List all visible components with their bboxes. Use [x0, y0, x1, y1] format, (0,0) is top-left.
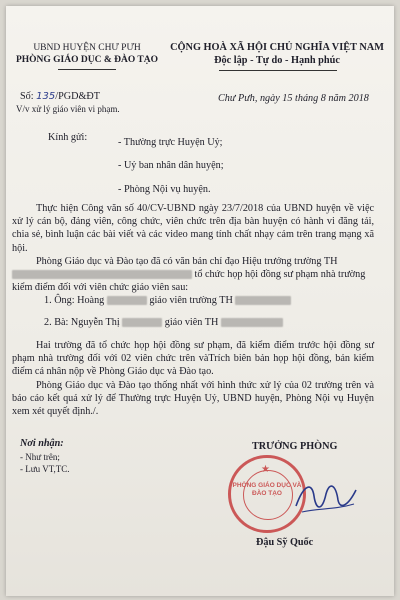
para2-part-b: tổ chức họp hội đồng sư phạm nhà trường — [194, 269, 366, 280]
redacted-name-1 — [107, 296, 147, 305]
redacted-name-2 — [122, 318, 162, 327]
para2-part-a: Phòng Giáo dục và Đào tạo đã có văn bản chỉ đạo Hiệu trưởng trường TH — [36, 256, 338, 267]
greeting: Kính gửi: — [48, 132, 88, 143]
footer-recipient: - Như trên; — [20, 452, 60, 462]
para2-line2 — [12, 268, 365, 281]
document-page — [6, 6, 394, 596]
stamp-star-icon: ★ — [261, 464, 270, 475]
body-paragraph-4: Phòng Giáo dục và Đào tạo thống nhất với hình thức xử lý của 02 trường trên và báo cáo kết quả xử lý để Thường trực Huyện Uỷ, UBND huyện, Phòng Nội vụ Huyện xem xét quyết định./. — [12, 380, 374, 418]
body-paragraph-3: Hai trường đã tổ chức họp hội đồng sư phạm, đã kiểm điểm trước hội đồng sư phạm nhà trường đối với 02 viên chức trên vàTrích biên bản họp hội đồng, bản kiểm điểm cá nhân nộp về Phòng Giáo dục và Đào tạo. — [12, 340, 374, 378]
redacted-school-1 — [235, 296, 291, 305]
violator-item-1 — [44, 294, 291, 307]
para2-part-c: kiểm điểm đối với viên chức giáo viên sau: — [12, 282, 189, 293]
signer-title: TRƯỞNG PHÒNG — [252, 441, 338, 452]
footer-recipients-label: Nơi nhận: — [20, 438, 64, 449]
national-title: CỘNG HOÀ XÃ HỘI CHỦ NGHĨA VIỆT NAM — [170, 42, 384, 53]
footer-recipient: - Lưu VT,TC. — [20, 464, 70, 474]
doc-date: Chư Pưh, ngày 15 tháng 8 năm 2018 — [218, 93, 369, 104]
redacted-school — [12, 270, 192, 279]
doc-number-suffix: /PGD&ĐT — [55, 91, 100, 102]
redacted-school-2 — [221, 318, 283, 327]
issuer-line1: UBND HUYỆN CHƯ PƯH — [33, 43, 141, 53]
motto: Độc lập - Tự do - Hạnh phúc — [214, 55, 340, 66]
violator-item-2 — [44, 316, 283, 329]
issuer-block — [12, 42, 162, 66]
doc-subject: V/v xử lý giáo viên vi phạm. — [16, 104, 120, 114]
recipient-item: - Uỷ ban nhân dân huyện; — [118, 160, 224, 171]
doc-number-handwritten: 135 — [36, 91, 56, 102]
stamp-text: PHÒNG GIÁO DỤC VÀ ĐÀO TẠO — [232, 482, 302, 497]
handwritten-signature — [292, 476, 362, 520]
body-paragraph-2 — [12, 255, 374, 268]
item1-mid: giáo viên trường TH — [149, 295, 233, 306]
recipient-item: - Thường trực Huyện Uỷ; — [118, 137, 223, 148]
signer-name: Đậu Sỹ Quốc — [256, 537, 314, 548]
body-paragraph-1: Thực hiện Công văn số 40/CV-UBND ngày 23/7/2018 của UBND huyện về việc xử lý cán bộ, đảng viên, công chức, viên chức trên địa bàn huyện có hành vi đăng tải, chia sẻ, bình luận các bài viết và các video mang tính chất nhạy cảm trên trang mạng xã hội. — [12, 203, 374, 254]
item2-mid: giáo viên TH — [164, 317, 219, 328]
issuer-underline — [58, 69, 116, 70]
item1-prefix: 1. Ông: Hoàng — [44, 295, 105, 306]
issuer-line2: PHÒNG GIÁO DỤC & ĐÀO TẠO — [15, 55, 159, 65]
doc-number-prefix: Số: — [20, 91, 34, 102]
item2-prefix: 2. Bà: Nguyễn Thị — [44, 317, 120, 328]
motto-underline — [219, 70, 337, 71]
national-motto-block — [166, 41, 388, 67]
doc-number — [20, 90, 100, 103]
recipient-item: - Phòng Nội vụ huyện. — [118, 184, 211, 195]
